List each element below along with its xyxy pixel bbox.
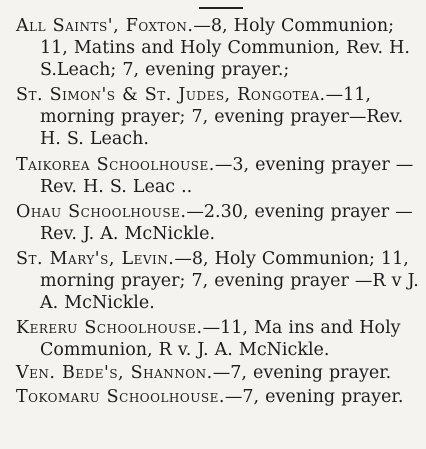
entry-heading: Tokomaru Schoolhouse. <box>16 387 225 407</box>
service-entry-ohau-schoolhouse <box>0 201 426 245</box>
entry-heading: St. Simon's & St. Judes, Rongotea. <box>16 85 326 105</box>
entry-text: —7, evening prayer. <box>212 363 392 383</box>
entry-text: —8, Holy Communion; 11, morning prayer; 7, evening prayer —R v J. A. McNickle. <box>40 249 419 313</box>
divider-rule <box>199 7 243 9</box>
service-entry-st-simons-rongotea <box>0 84 426 150</box>
entry-text: —3, evening prayer —Rev. H. S. Leac .. <box>40 155 414 197</box>
service-entry-ven-bedes-shannon <box>0 362 426 384</box>
service-entry-kereru-schoolhouse <box>0 317 426 361</box>
entry-text: —2.30, evening prayer —Rev. J. A. McNickle. <box>40 202 413 244</box>
service-entry-taikorea-schoolhouse <box>0 154 426 198</box>
service-entry-all-saints-foxton <box>0 15 426 81</box>
service-entry-st-marys-levin <box>0 248 426 314</box>
entry-heading: Ven. Bede's, Shannon. <box>16 363 213 383</box>
entry-heading: St. Mary's, Levin. <box>16 249 175 269</box>
entry-text: —7, evening prayer. <box>224 387 404 407</box>
entry-text: —11, morning prayer; 7, evening prayer—Rev. H. S. Leach. <box>40 85 404 149</box>
church-service-list <box>0 15 426 410</box>
entry-heading: All Saints', Foxton. <box>16 16 194 36</box>
entry-text: —8, Holy Communion; 11, Matins and Holy Communion, Rev. H. S.Leach; 7, evening prayer.; <box>40 16 410 80</box>
entry-heading: Taikorea Schoolhouse. <box>16 155 215 175</box>
entry-heading: Ohau Schoolhouse. <box>16 202 187 222</box>
entry-text: —11, Ma ins and Holy Communion, R v. J. A. McNickle. <box>40 318 401 360</box>
service-entry-tokomaru-schoolhouse <box>0 386 426 408</box>
entry-heading: Kereru Schoolhouse. <box>16 318 203 338</box>
